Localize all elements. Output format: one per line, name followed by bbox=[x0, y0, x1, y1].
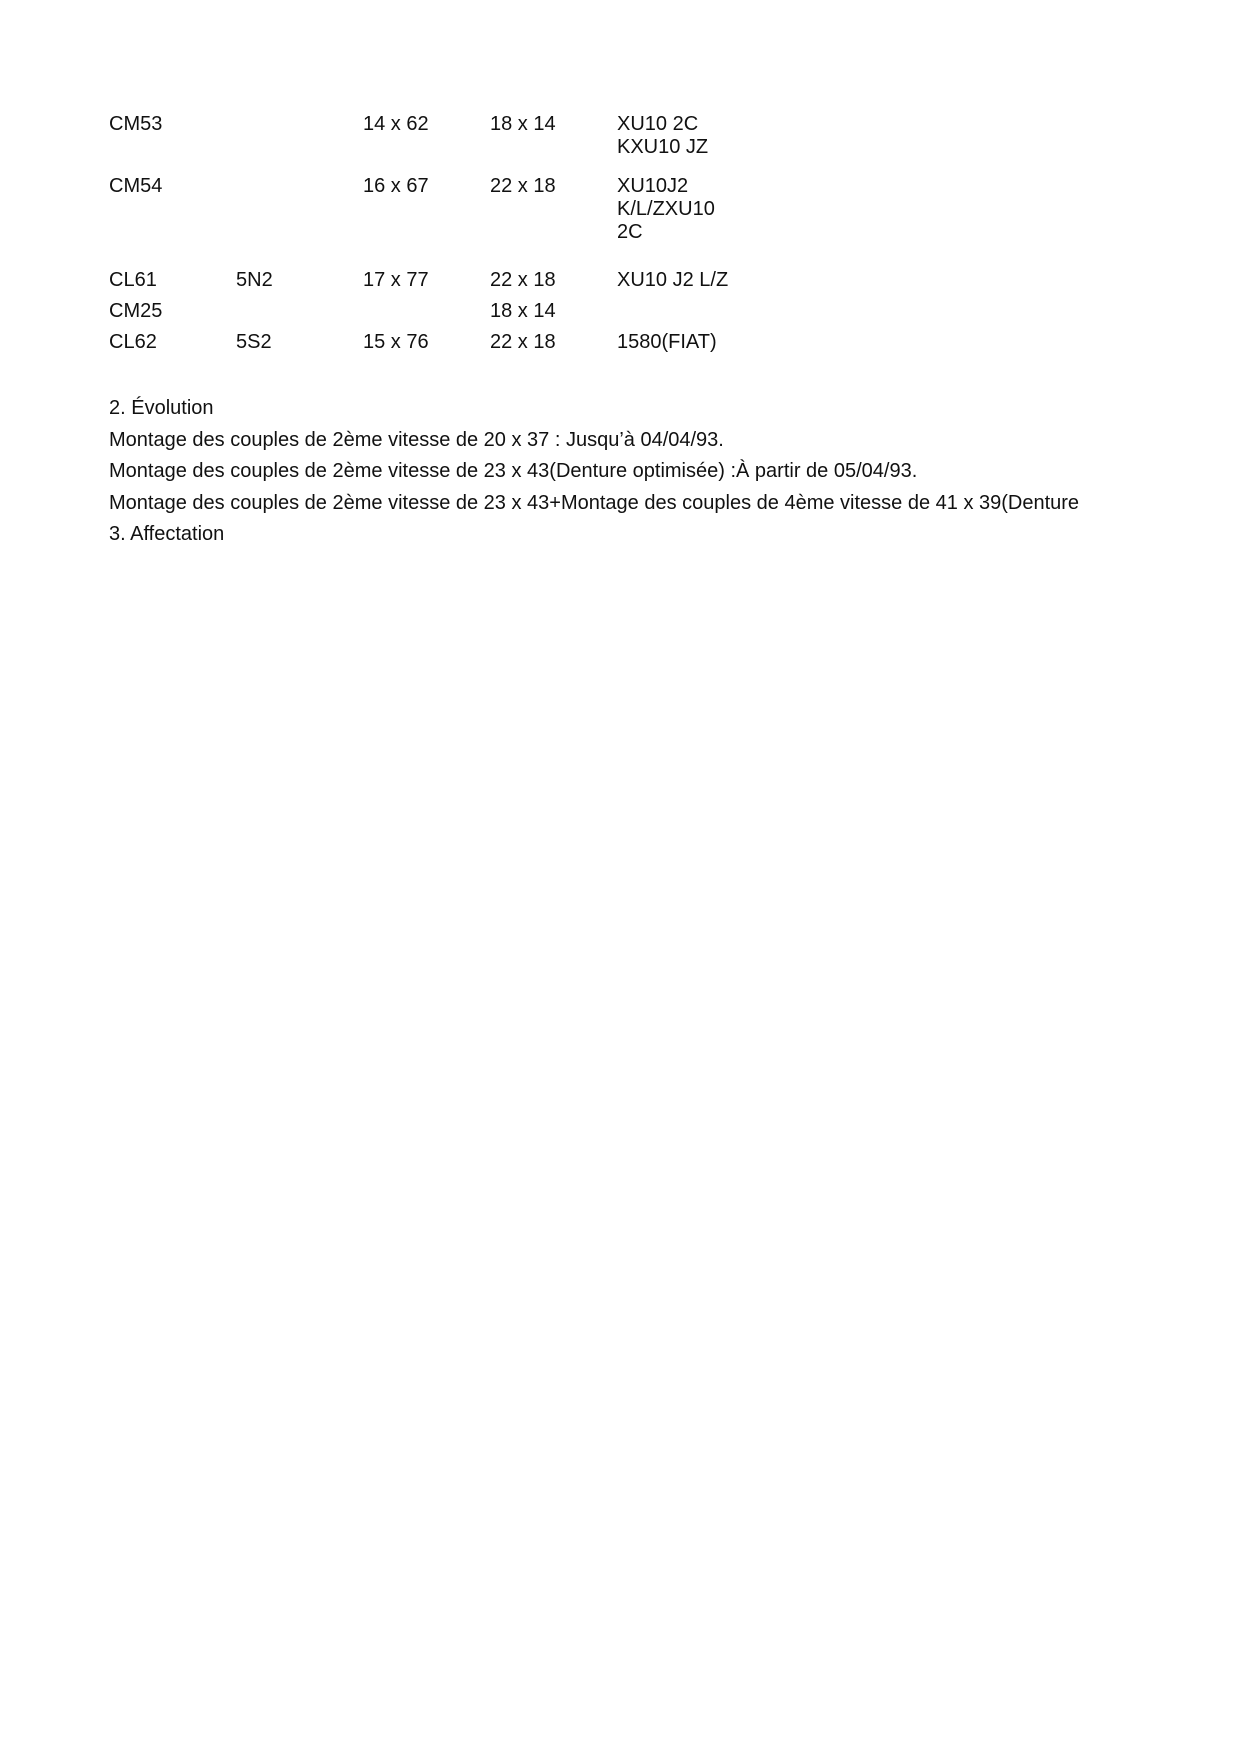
table-cell: 17 x 77 bbox=[363, 269, 429, 291]
table-cell: 18 x 14 bbox=[490, 113, 556, 135]
table-cell: XU10J2 K/L/ZXU10 2C bbox=[617, 175, 715, 243]
paragraph-line: Montage des couples de 2ème vitesse de 20 x 37 : Jusqu’à 04/04/93. bbox=[109, 428, 724, 451]
paragraph-line: Montage des couples de 2ème vitesse de 23 x 43(Denture optimisée) :À partir de 05/04/93. bbox=[109, 460, 918, 482]
table-cell: 5S2 bbox=[236, 331, 272, 353]
table-cell: CM54 bbox=[109, 175, 163, 197]
table-cell: 1580(FIAT) bbox=[617, 331, 717, 353]
table-cell: 22 x 18 bbox=[490, 331, 556, 353]
evolution-section bbox=[109, 393, 1229, 551]
table-cell: 16 x 67 bbox=[363, 175, 429, 197]
paragraph-line: Montage des couples de 2ème vitesse de 23 x 43+Montage des couples de 4ème vitesse de 41 x 39(Denture bbox=[109, 491, 1080, 514]
section-heading-affectation: 3. Affectation bbox=[109, 523, 225, 545]
table-cell: CM53 bbox=[109, 113, 163, 135]
table-cell: 5N2 bbox=[236, 269, 273, 291]
table-cell: CL62 bbox=[109, 331, 157, 353]
table-cell: 22 x 18 bbox=[490, 175, 556, 197]
table-cell: 15 x 76 bbox=[363, 331, 429, 353]
table-cell: XU10 J2 L/Z bbox=[617, 269, 729, 291]
table-cell: 14 x 62 bbox=[363, 113, 429, 135]
table-cell: XU10 2C KXU10 JZ bbox=[617, 113, 709, 158]
table-cell: 22 x 18 bbox=[490, 269, 556, 291]
table-cell: CL61 bbox=[109, 269, 157, 291]
table-cell: 18 x 14 bbox=[490, 300, 556, 322]
table-cell: CM25 bbox=[109, 300, 163, 322]
section-heading-evolution: 2. Évolution bbox=[109, 397, 214, 419]
